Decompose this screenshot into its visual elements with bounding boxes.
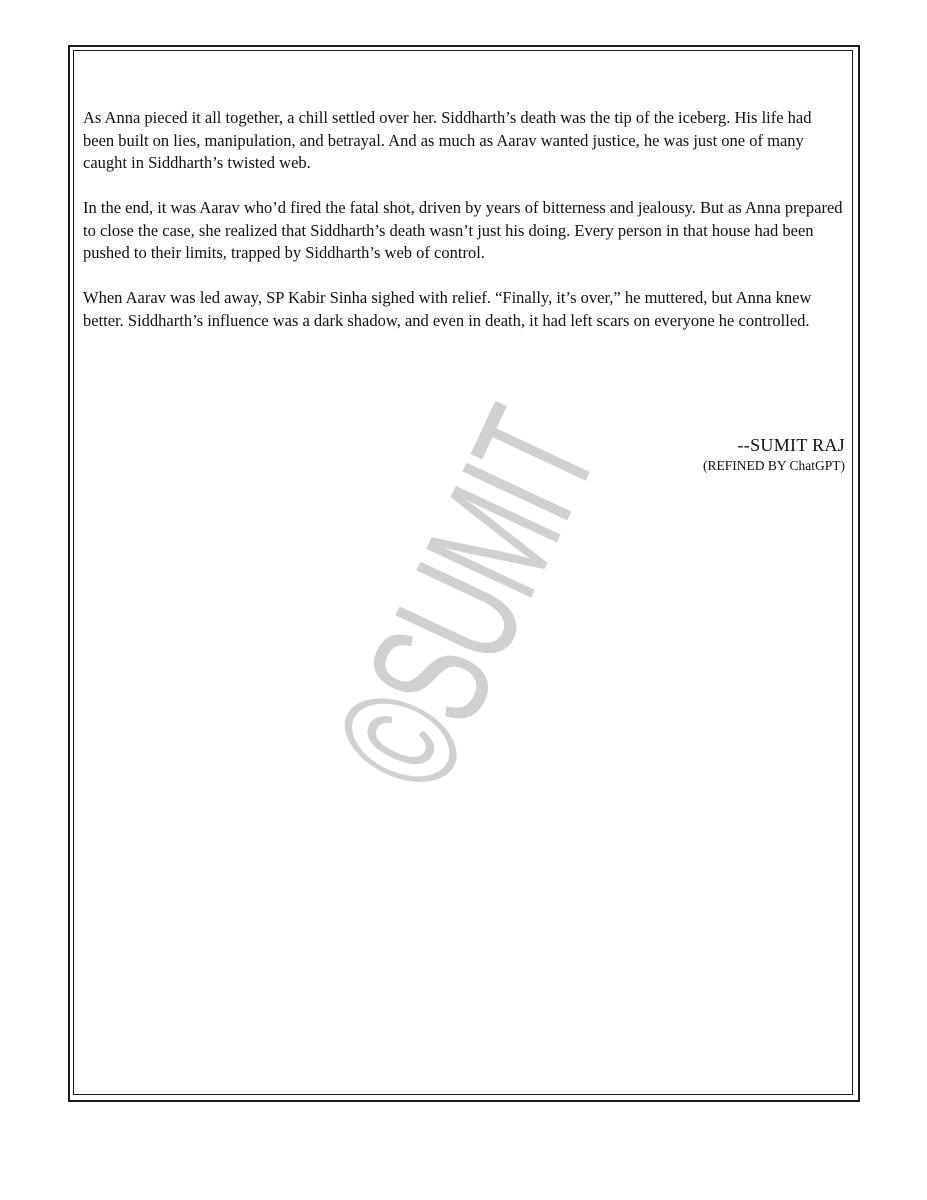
paragraph-3: When Aarav was led away, SP Kabir Sinha sighed with relief. “Finally, it’s over,” he muttered, but Anna knew better. Siddharth’s influence was a dark shadow, and even in death, it had left scars on everyone he controlled. [83, 288, 812, 330]
signature-block [703, 433, 845, 475]
paragraph-1: As Anna pieced it all together, a chill settled over her. Siddharth’s death was the tip of the iceberg. His life had been built on lies, manipulation, and betrayal. And as much as Aarav wanted justice, he was just one of many caught in Siddharth’s twisted web. [83, 108, 812, 172]
watermark-text: ©SUMIT [299, 385, 633, 815]
document-body [83, 107, 845, 355]
refinement-note: (REFINED BY ChatGPT) [703, 458, 845, 473]
author-signature: --SUMIT RAJ [737, 435, 845, 455]
paragraph-2: In the end, it was Aarav who’d fired the fatal shot, driven by years of bitterness and jealousy. But as Anna prepared to close the case, she realized that Siddharth’s death wasn’t just his doing. Every person in that house had been pushed to their limits, trapped by Siddharth’s web of control. [83, 198, 843, 262]
